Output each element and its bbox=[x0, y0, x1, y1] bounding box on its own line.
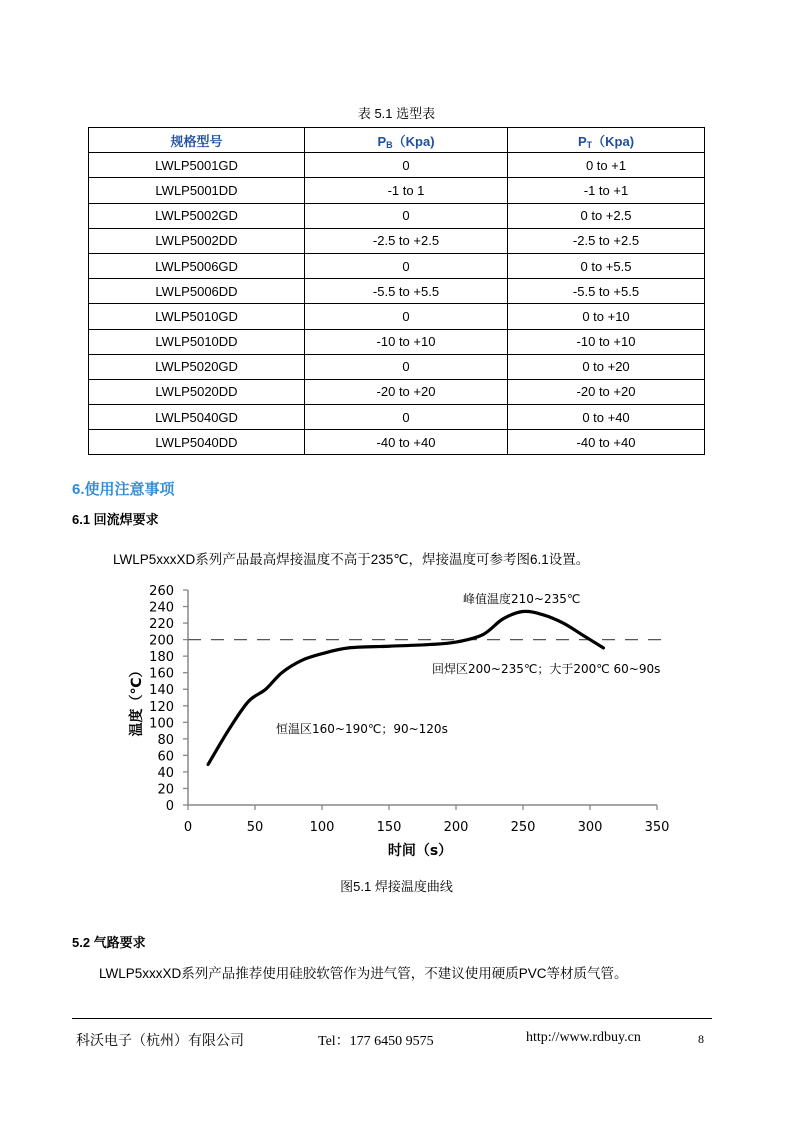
cell-pb: -10 to +10 bbox=[305, 329, 508, 354]
footer-divider bbox=[72, 1018, 712, 1019]
footer-tel: Tel：177 6450 9575 bbox=[318, 1034, 434, 1049]
cell-pt: -2.5 to +2.5 bbox=[508, 228, 705, 253]
cell-model: LWLP5040DD bbox=[89, 430, 305, 455]
y-tick-label: 80 bbox=[157, 732, 174, 748]
chart-annotations bbox=[276, 591, 660, 736]
y-tick-label: 120 bbox=[149, 699, 174, 715]
header-pt-symbol: P bbox=[577, 133, 587, 149]
header-pt-subscript: T bbox=[586, 139, 593, 150]
subsection-title-airpath: 5.2 气路要求 bbox=[72, 935, 146, 950]
y-tick-label: 20 bbox=[157, 782, 174, 798]
cell-model: LWLP5001DD bbox=[89, 178, 305, 203]
x-tick-label: 350 bbox=[644, 820, 670, 835]
y-tick-label: 240 bbox=[149, 600, 174, 616]
subsection-title-reflow: 6.1 回流焊要求 bbox=[72, 512, 159, 527]
cell-pt: -10 to +10 bbox=[508, 329, 705, 354]
cell-pb: 0 bbox=[305, 203, 508, 228]
footer-company: 科沃电子（杭州）有限公司 bbox=[76, 1034, 244, 1049]
header-pb-unit: （Kpa) bbox=[392, 133, 435, 149]
cell-model: LWLP5020GD bbox=[89, 354, 305, 379]
cell-pb: -1 to 1 bbox=[305, 178, 508, 203]
x-tick-label: 250 bbox=[510, 820, 536, 835]
y-tick-label: 260 bbox=[149, 584, 174, 599]
y-tick-label: 180 bbox=[149, 650, 174, 666]
x-tick-label: 0 bbox=[183, 820, 193, 835]
header-pb-symbol: P bbox=[377, 133, 387, 149]
y-tick-label: 200 bbox=[149, 633, 174, 649]
figure-caption: 图5.1 焊接温度曲线 bbox=[340, 879, 453, 894]
cell-pt: 0 to +5.5 bbox=[508, 253, 705, 278]
cell-pt: -40 to +40 bbox=[508, 430, 705, 455]
y-tick-label: 0 bbox=[165, 799, 174, 814]
cell-model: LWLP5020DD bbox=[89, 379, 305, 404]
cell-model: LWLP5001GD bbox=[89, 153, 305, 178]
x-tick-label: 200 bbox=[443, 820, 469, 835]
chart-annotation: 恒温区160~190℃；90~120s bbox=[276, 722, 448, 736]
x-axis-label: 时间（s） bbox=[387, 843, 453, 859]
table-caption: 表 5.1 选型表 bbox=[357, 106, 436, 121]
y-tick-label: 140 bbox=[149, 683, 174, 699]
y-tick-label: 60 bbox=[157, 749, 174, 765]
chart-annotation: 峰值温度210~235℃ bbox=[463, 592, 581, 606]
x-tick-label: 300 bbox=[577, 820, 603, 835]
cell-pt: 0 to +40 bbox=[508, 405, 705, 430]
y-tick-label: 220 bbox=[149, 617, 174, 633]
cell-pt: -1 to +1 bbox=[508, 178, 705, 203]
cell-pt: 0 to +1 bbox=[508, 153, 705, 178]
cell-model: LWLP5006GD bbox=[89, 253, 305, 278]
y-axis-label: 温度（℃） bbox=[129, 663, 145, 737]
temperature-curve bbox=[208, 611, 603, 764]
footer-url[interactable]: http://www.rdbuy.cn bbox=[526, 1030, 641, 1045]
chart-annotation: 回焊区200~235℃；大于200℃ 60~90s bbox=[432, 662, 661, 676]
y-tick-label: 40 bbox=[157, 765, 174, 781]
cell-pt: -5.5 to +5.5 bbox=[508, 279, 705, 304]
cell-model: LWLP5010GD bbox=[89, 304, 305, 329]
cell-pb: -5.5 to +5.5 bbox=[305, 279, 508, 304]
cell-pb: 0 bbox=[305, 405, 508, 430]
cell-model: LWLP5006DD bbox=[89, 279, 305, 304]
cell-model: LWLP5002DD bbox=[89, 228, 305, 253]
cell-model: LWLP5040GD bbox=[89, 405, 305, 430]
section-title: 6.使用注意事项 bbox=[72, 481, 175, 498]
page-number: 8 bbox=[698, 1032, 704, 1046]
y-tick-label: 160 bbox=[149, 666, 174, 682]
cell-pb: 0 bbox=[305, 304, 508, 329]
cell-pt: -20 to +20 bbox=[508, 379, 705, 404]
cell-model: LWLP5002GD bbox=[89, 203, 305, 228]
airpath-paragraph: LWLP5xxxXD系列产品推荐使用硅胶软管作为进气管，不建议使用硬质PVC等材质气管。 bbox=[99, 966, 628, 981]
x-tick-label: 100 bbox=[309, 820, 335, 835]
cell-pb: -20 to +20 bbox=[305, 379, 508, 404]
cell-pb: -2.5 to +2.5 bbox=[305, 228, 508, 253]
header-pt-unit: （Kpa) bbox=[592, 133, 635, 149]
cell-pb: -40 to +40 bbox=[305, 430, 508, 455]
cell-pb: 0 bbox=[305, 153, 508, 178]
cell-pb: 0 bbox=[305, 253, 508, 278]
cell-pt: 0 to +10 bbox=[508, 304, 705, 329]
cell-pb: 0 bbox=[305, 354, 508, 379]
y-tick-label: 100 bbox=[149, 716, 174, 732]
cell-pt: 0 to +20 bbox=[508, 354, 705, 379]
x-tick-label: 150 bbox=[376, 820, 402, 835]
reflow-paragraph: LWLP5xxxXD系列产品最高焊接温度不高于235℃，焊接温度可参考图6.1设置。 bbox=[113, 552, 590, 567]
cell-pt: 0 to +2.5 bbox=[508, 203, 705, 228]
x-tick-label: 50 bbox=[246, 820, 264, 835]
header-pb-subscript: B bbox=[386, 139, 393, 150]
header-model: 规格型号 bbox=[89, 128, 305, 153]
cell-model: LWLP5010DD bbox=[89, 329, 305, 354]
chart-axes bbox=[149, 584, 669, 835]
